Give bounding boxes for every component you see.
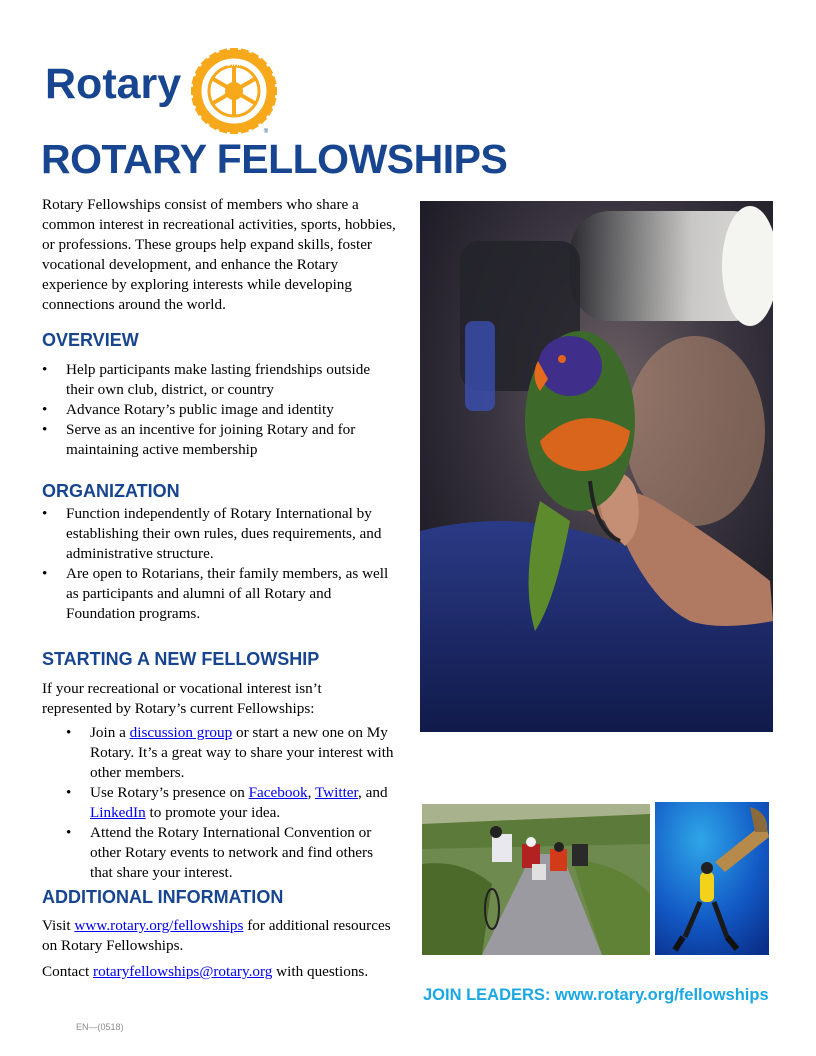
- text: with questions.: [272, 963, 369, 980]
- text: Join a: [90, 724, 130, 741]
- list-item: [66, 783, 396, 823]
- text: , and: [358, 784, 388, 801]
- logo-ring-top: ROTARY: [221, 62, 247, 68]
- starting-list: [66, 723, 396, 883]
- fellowships-url-link[interactable]: www.rotary.org/fellowships: [74, 917, 244, 934]
- rotary-wordmark: Rotary: [45, 60, 182, 108]
- starting-heading: STARTING A NEW FELLOWSHIP: [42, 649, 320, 669]
- intro-paragraph: Rotary Fellowships consist of members who share a common interest in recreational activities, sports, hobbies, or professions. These groups help expand skills, foster vocational development, and enhance the Rotary experience by exploring interests while developing connections around the world.: [42, 196, 396, 313]
- starting-intro: If your recreational or vocational interest isn’t represented by Rotary’s current Fellowships:: [42, 680, 322, 717]
- text: Use Rotary’s presence on: [90, 784, 249, 801]
- linkedin-link[interactable]: LinkedIn: [90, 804, 146, 821]
- cyclists-photo: [422, 804, 650, 955]
- discussion-group-link[interactable]: discussion group: [129, 724, 233, 741]
- overview-list: [42, 360, 398, 460]
- text: to promote your idea.: [145, 804, 281, 821]
- document-code: EN—(0518): [76, 1022, 124, 1032]
- list-item: • Attend the Rotary International Convention or other Rotary events to network and find others that share your interest.: [66, 823, 396, 883]
- list-item: • Serve as an incentive for joining Rotary and for maintaining active membership: [42, 420, 398, 460]
- parrot-photo: [420, 201, 773, 732]
- diver-photo: [655, 802, 769, 955]
- list-item: • Are open to Rotarians, their family members, as well as participants and alumni of all Rotary and Foundation programs.: [42, 564, 398, 624]
- overview-heading: OVERVIEW: [42, 330, 139, 350]
- list-item: • Help participants make lasting friendships outside their own club, district, or country: [42, 360, 398, 400]
- additional-contact: [42, 962, 402, 982]
- join-leaders-line: JOIN LEADERS: www.rotary.org/fellowships: [423, 986, 769, 1004]
- additional-heading: ADDITIONAL INFORMATION: [42, 887, 284, 907]
- additional-visit: [42, 916, 392, 956]
- twitter-link[interactable]: Twitter: [314, 784, 359, 801]
- text: ,: [307, 784, 315, 801]
- facebook-link[interactable]: Facebook: [248, 784, 308, 801]
- list-item: • Advance Rotary’s public image and identity: [42, 400, 398, 420]
- text: for additional resources on Rotary Fellowships.: [42, 917, 391, 954]
- page-title: ROTARY FELLOWSHIPS: [41, 136, 508, 182]
- email-link[interactable]: rotaryfellowships@rotary.org: [93, 963, 273, 980]
- logo-registered: ®: [263, 129, 269, 135]
- list-item: [66, 723, 396, 783]
- organization-heading: ORGANIZATION: [42, 481, 180, 501]
- text: Visit: [42, 917, 75, 934]
- list-item: • Function independently of Rotary International by establishing their own rules, dues requirements, and administrative structure.: [42, 504, 398, 564]
- rotary-wheel-logo: [190, 47, 278, 135]
- text: Contact: [42, 963, 94, 980]
- organization-list: [42, 504, 398, 624]
- text: or start a new one on My Rotary. It’s a great way to share your interest with other members.: [90, 724, 394, 781]
